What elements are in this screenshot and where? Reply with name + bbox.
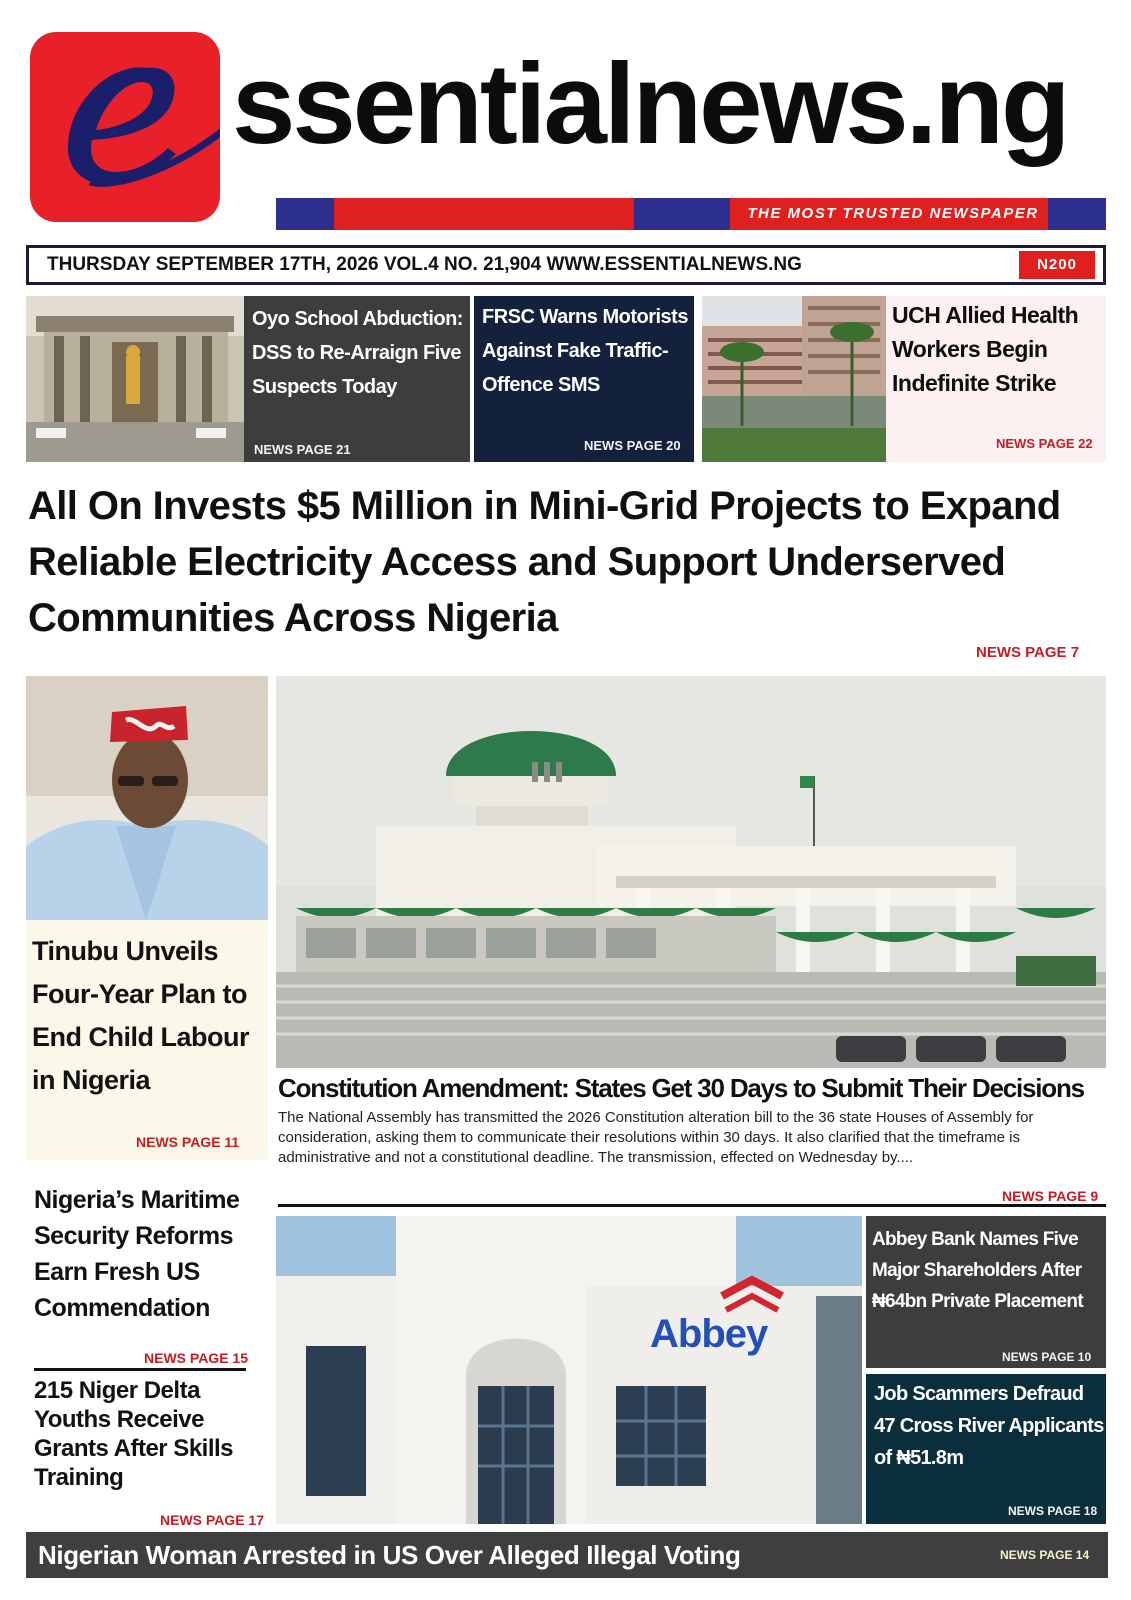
top-story-oyo-page[interactable]: NEWS PAGE 21 — [254, 442, 351, 457]
tinubu-story-card[interactable] — [26, 920, 268, 1160]
bottom-story-title: Nigerian Woman Arrested in US Over Alleged Illegal Voting — [38, 1540, 741, 1570]
abbey-sign: Abbey — [650, 1312, 768, 1356]
top-story-frsc-title: FRSC Warns Motorists Against Fake Traffic-Offence SMS — [482, 306, 688, 396]
court-building-photo — [26, 296, 244, 462]
niger-delta-page[interactable]: NEWS PAGE 17 — [160, 1512, 264, 1528]
top-story-uch-panel — [886, 296, 1106, 462]
lead-page[interactable]: NEWS PAGE 7 — [976, 644, 1080, 661]
scam-story-page[interactable]: NEWS PAGE 18 — [1008, 1504, 1098, 1518]
abbey-bank-photo — [276, 1216, 862, 1524]
top-story-oyo-title: Oyo School Abduction: DSS to Re-Arraign Five Suspects Today — [252, 308, 463, 398]
constitution-page[interactable]: NEWS PAGE 9 — [1002, 1188, 1099, 1204]
abbey-story-page[interactable]: NEWS PAGE 10 — [1002, 1350, 1092, 1364]
maritime-headline[interactable]: Nigeria’s Maritime Security Reforms Earn Fresh US Commendation — [34, 1186, 240, 1322]
constitution-body: The National Assembly has transmitted the 2026 Constitution alteration bill to the 36 state Houses of Assembly for consideration, asking them to communicate their resolutions within 30 days. It also clarified that the timeframe is administrative and not a constitutional deadline. The transmission, effected on Wednesday by.... — [278, 1109, 1034, 1166]
tinubu-story-title: Tinubu Unveils Four-Year Plan to End Child Labour in Nigeria — [32, 936, 249, 1095]
abbey-story-title: Abbey Bank Names Five Major Shareholders After ₦64bn Private Placement — [872, 1229, 1083, 1312]
top-story-uch-title: UCH Allied Health Workers Begin Indefinite Strike — [892, 302, 1079, 396]
lead-headline[interactable]: All On Invests $5 Million in Mini-Grid Projects to Expand Reliable Electricity Access and Support Underserved Communities Across Nigeria — [28, 484, 1061, 640]
logo-e-glyph — [30, 32, 220, 222]
bottom-story-page[interactable]: NEWS PAGE 14 — [1000, 1548, 1090, 1562]
top-story-oyo-panel — [244, 296, 470, 462]
abbey-story-card[interactable] — [866, 1216, 1106, 1368]
tagline: THE MOST TRUSTED NEWSPAPER — [747, 205, 1039, 222]
top-story-oyo[interactable] — [26, 296, 470, 462]
scam-story-card[interactable] — [866, 1374, 1106, 1524]
issue-info: THURSDAY SEPTEMBER 17TH, 2026 VOL.4 NO. 21,904 WWW.ESSENTIALNEWS.NG — [47, 254, 802, 275]
tinubu-photo — [26, 676, 268, 920]
dateline-bar — [26, 245, 1106, 285]
price-badge: N200 — [1019, 251, 1095, 279]
top-story-uch[interactable] — [702, 296, 1106, 462]
scam-story-title: Job Scammers Defraud 47 Cross River Applicants of ₦51.8m — [874, 1383, 1104, 1469]
top-story-frsc[interactable] — [474, 296, 694, 462]
maritime-page[interactable]: NEWS PAGE 15 — [144, 1350, 248, 1366]
bottom-story-bar[interactable] — [26, 1532, 1108, 1578]
section-divider — [278, 1204, 1106, 1207]
tinubu-story-page[interactable]: NEWS PAGE 11 — [136, 1134, 240, 1150]
constitution-headline[interactable]: Constitution Amendment: States Get 30 Days to Submit Their Decisions — [278, 1073, 1084, 1103]
tagline-bar — [276, 198, 1106, 230]
hospital-photo — [702, 296, 886, 462]
top-story-frsc-page[interactable]: NEWS PAGE 20 — [584, 438, 681, 453]
top-story-uch-page[interactable]: NEWS PAGE 22 — [996, 436, 1093, 451]
masthead-wordmark: ssentialnews.ng — [232, 41, 1068, 168]
left-divider — [34, 1368, 246, 1371]
niger-delta-headline[interactable]: 215 Niger Delta Youths Receive Grants After Skills Training — [34, 1377, 234, 1491]
national-assembly-photo — [276, 676, 1106, 1068]
